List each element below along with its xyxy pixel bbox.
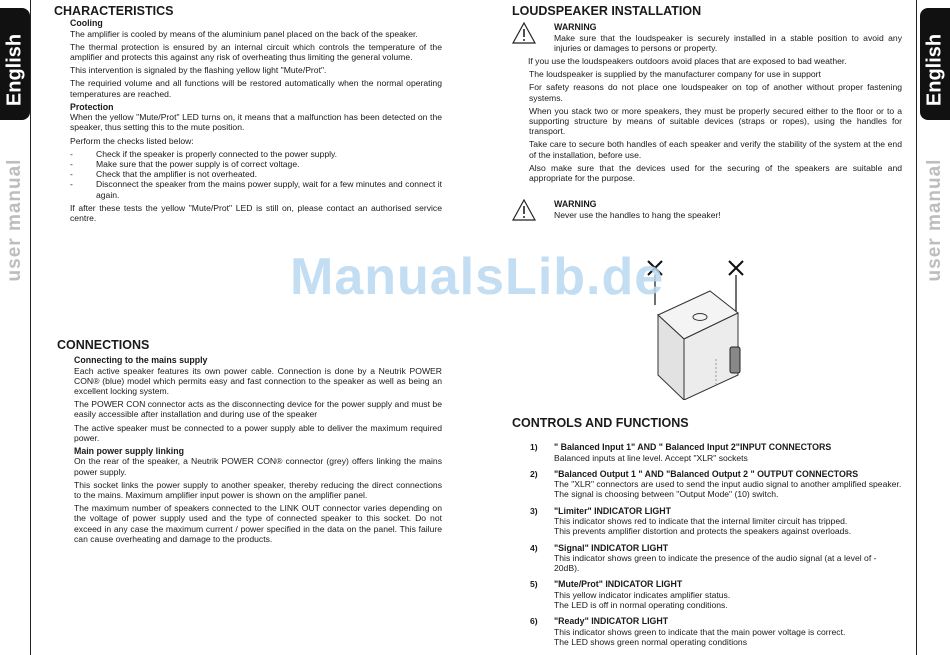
installation-section (512, 4, 902, 220)
item-number: 2) (530, 468, 538, 479)
list-item: - Disconnect the speaker from the mains power supply, wait for a few minutes and connect it again. (70, 179, 442, 199)
paragraph: When the yellow "Mute/Prot" LED turns on, it means that a malfunction has been detected on the speaker, thus setting this to the mute position. (70, 112, 442, 133)
watermark: ManualsLib.de (290, 248, 665, 306)
mains-supply-heading: Connecting to the mains supply (74, 355, 208, 365)
warning-heading: WARNING (554, 199, 597, 210)
paragraph: Also make sure that the devices used for the securing of the speakers are suitable and appropriate for the purpose. (529, 162, 902, 183)
cooling-heading: Cooling (70, 18, 103, 28)
warning-block (512, 199, 902, 220)
paragraph: For safety reasons do not place one loudspeaker on top of another without proper fastening systems. (529, 82, 902, 103)
paragraph: Take care to secure both handles of each speaker and verify the stability of the system at the end of the installation, before use. (529, 139, 902, 160)
item-line: This prevents amplifier distortion and protects the speakers against overloads. (554, 526, 852, 537)
installation-title: LOUDSPEAKER INSTALLATION (512, 4, 702, 18)
left-sidebar (0, 0, 30, 655)
paragraph: If after these tests the yellow "Mute/Prot" LED is still on, please contact an authorised service centre. (70, 202, 442, 224)
right-sidebar (920, 0, 950, 655)
control-item (512, 579, 902, 610)
list-item: - Check that the amplifier is not overheated. (70, 169, 442, 179)
item-line: The signal is choosing between "Output Mode" (10) switch. (554, 489, 779, 500)
controls-title: CONTROLS AND FUNCTIONS (512, 416, 689, 430)
left-column (54, 4, 442, 544)
item-line: This indicator shows green to indicate the presence of the audio signal (at a level of - 20dB). (554, 553, 877, 574)
item-number: 5) (530, 579, 538, 590)
control-item (512, 442, 902, 463)
item-number: 4) (530, 542, 538, 553)
left-divider (30, 0, 31, 655)
connections-section (57, 338, 442, 547)
paragraph: The POWER CON connector acts as the disconnecting device for the power supply and must be easily accessible after installation and during use of the speaker (74, 399, 442, 420)
item-line: Balanced inputs at line level. Accept "XLR" sockets (554, 452, 748, 463)
item-title: "Balanced Output 1 " AND "Balanced Output 2 " OUTPUT CONNECTORS (554, 468, 859, 479)
language-tab-label: English (3, 33, 26, 107)
paragraph: On the rear of the speaker, a Neutrik POWER CON® connector (grey) offers linking the mains power supply. (74, 456, 442, 477)
item-title: "Limiter" INDICATOR LIGHT (554, 505, 672, 516)
user-manual-label-left: user manual (4, 158, 25, 282)
language-tab-right (920, 8, 950, 120)
control-item (512, 616, 902, 647)
paragraph: The maximum number of speakers connected to the LINK OUT connector varies depending on the voltage of power supply used and the type of connected speaker to this socket. Do not exceed in any case the maximum current / power specified in the data on the panel. This failure can cause overheating and damage to the products. (74, 503, 442, 544)
language-tab-label: English (923, 33, 946, 107)
paragraph: When you stack two or more speakers, they must be properly secured either to the floor or to a supporting structure by means of suitable devices (straps or ropes), using the handles for transport. (529, 105, 902, 137)
paragraph: The active speaker must be connected to a power supply able to deliver the maximum required power. (74, 422, 442, 443)
characteristics-section (54, 4, 442, 224)
item-number: 1) (530, 442, 538, 452)
item-line: This indicator shows green to indicate that the main power voltage is correct. (554, 626, 846, 637)
connections-title: CONNECTIONS (57, 338, 150, 352)
user-manual-label-right: user manual (924, 158, 945, 282)
control-item (512, 506, 902, 537)
item-title: " Balanced Input 1" AND " Balanced Input 2"INPUT CONNECTORS (554, 442, 832, 452)
warning-triangle-icon (512, 199, 536, 221)
paragraph: If you use the loudspeakers outdoors avoid places that are exposed to bad weather. (528, 55, 847, 66)
right-column (512, 4, 902, 648)
language-tab-left (0, 8, 30, 120)
item-title: "Mute/Prot" INDICATOR LIGHT (554, 579, 683, 590)
paragraph: Each active speaker features its own power cable. Connection is done by a Neutrik POWER CON® (blue) model which permits easy and fast connection to the speaker as well as being an excellent locking system. (74, 365, 442, 396)
protection-heading: Protection (70, 101, 114, 112)
power-linking-heading: Main power supply linking (74, 445, 184, 456)
item-number: 6) (530, 616, 538, 627)
paragraph: The amplifier is cooled by means of the aluminium panel placed on the back of the speaker. (70, 28, 418, 39)
item-number: 3) (530, 505, 538, 516)
characteristics-title: CHARACTERISTICS (54, 4, 174, 18)
list-item: - Make sure that the power supply is of correct voltage. (70, 159, 442, 169)
warning-text: Make sure that the loudspeaker is securely installed in a stable position to avoid any injuries or damages to persons or property. (554, 32, 902, 53)
right-divider (916, 0, 917, 655)
item-title: "Ready" INDICATOR LIGHT (554, 616, 669, 627)
item-title: "Signal" INDICATOR LIGHT (554, 542, 669, 553)
paragraph: This socket links the power supply to another speaker, thereby reducing the direct connections to the mains. Maximum amplifier input power is shown on the amplifier panel. (74, 479, 442, 501)
warning-block (512, 22, 902, 53)
controls-section (512, 416, 902, 653)
warning-text: Never use the handles to hang the speaker! (554, 209, 721, 220)
paragraph: Perform the checks listed below: (70, 135, 194, 146)
item-line: The LED is off in normal operating conditions. (554, 600, 728, 611)
checks-list (70, 149, 442, 200)
item-line: The "XLR" connectors are used to send the input audio signal to another amplified speaker. (554, 479, 902, 490)
control-item (512, 469, 902, 500)
list-item: - Check if the speaker is properly connected to the power supply. (70, 149, 442, 159)
paragraph: The thermal protection is ensured by an internal circuit which controls the temperature of the amplifier and protects this against any risk of overheating thus limiting the general volume. (70, 41, 442, 62)
item-line: The LED shows green normal operating conditions (554, 637, 747, 648)
item-line: This yellow indicator indicates amplifier status. (554, 589, 731, 600)
warning-triangle-icon (512, 22, 536, 44)
control-item (512, 543, 902, 574)
paragraph: The requiried volume and all functions will be restored automatically when the normal operating temperatures are reached. (70, 78, 442, 99)
paragraph: This intervention is signaled by the flashing yellow light "Mute/Prot". (70, 65, 327, 76)
warning-heading: WARNING (554, 22, 597, 32)
paragraph: The loudspeaker is supplied by the manufacturer company for use in support (529, 69, 821, 80)
item-line: This indicator shows red to indicate that the internal limiter circuit has tripped. (554, 516, 848, 527)
